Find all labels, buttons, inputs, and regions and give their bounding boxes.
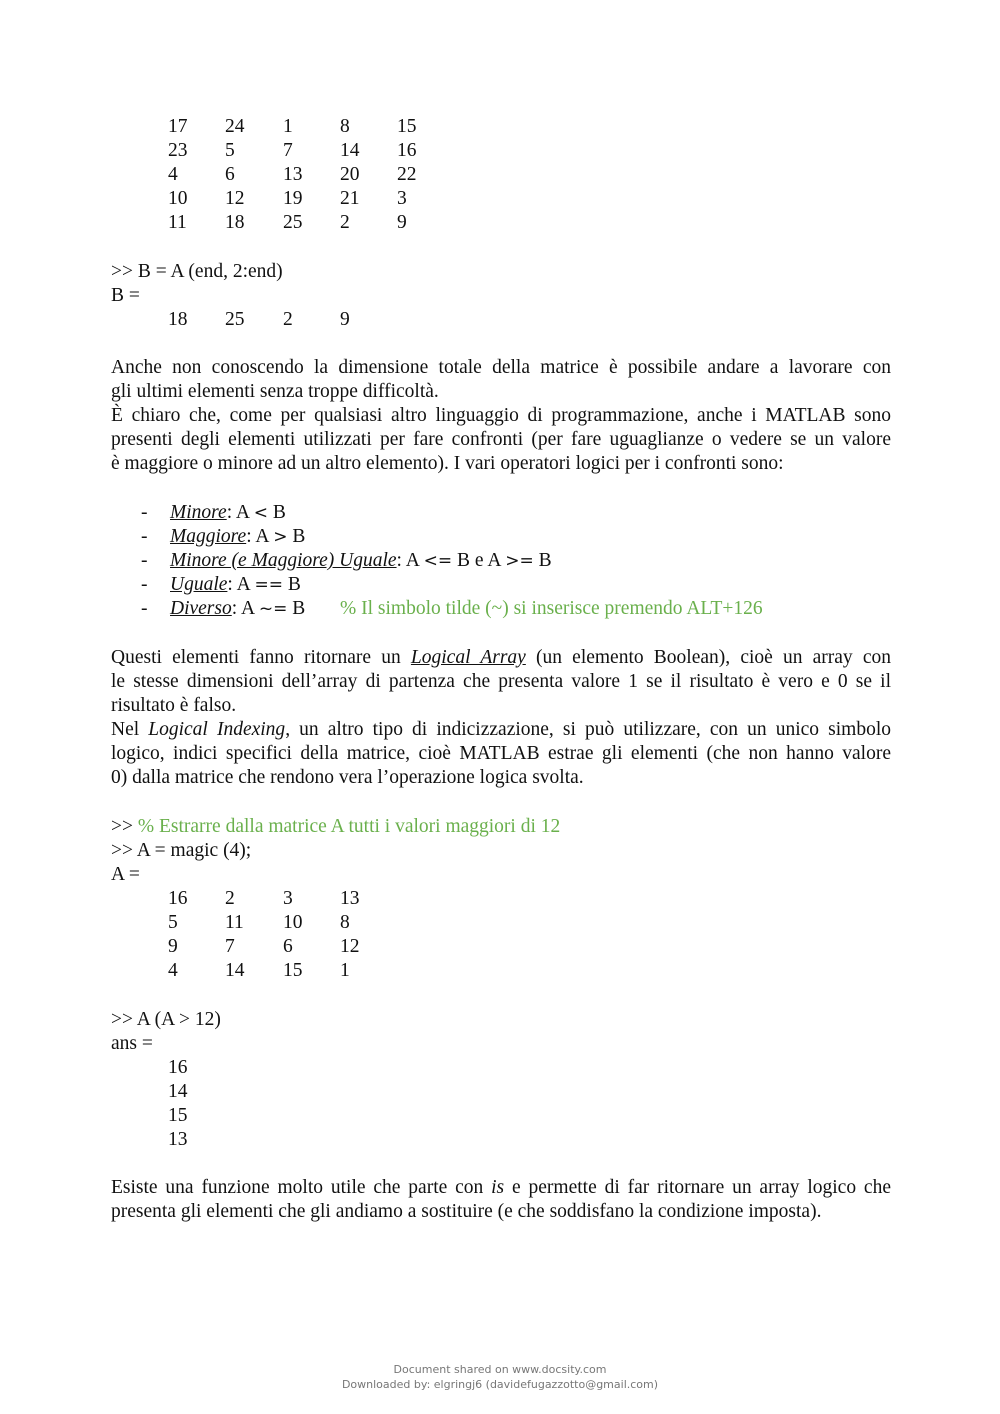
text-line: le stesse dimensioni dell’array di partenza che presenta valore 1 se il risultato è vero e 0 se il	[111, 671, 891, 692]
matrix-cell: 7	[283, 140, 293, 161]
matrix-cell: 18	[225, 212, 245, 233]
matrix-cell: 25	[225, 309, 245, 330]
matrix-cell: 9	[340, 309, 350, 330]
matrix-row	[111, 308, 891, 332]
operator-symbol: <	[253, 503, 269, 523]
matrix-cell: 10	[168, 188, 188, 209]
text-line: risultato è falso.	[111, 695, 237, 716]
matrix-cell: 5	[225, 140, 235, 161]
term-emphasis: Logical Indexing	[148, 719, 286, 740]
footer-downloaded-by: Downloaded by: elgringj6 (davidefugazzotto@gmail.com)	[341, 1378, 659, 1391]
matrix-cell: 2	[225, 888, 235, 909]
matrix-cell: 13	[340, 888, 360, 909]
footer-shared-on: Document shared on www.docsity.com	[393, 1363, 607, 1376]
text-line: 0) dalla matrice che rendono vera l’operazione logica svolta.	[111, 767, 584, 788]
list-bullet: -	[141, 598, 148, 619]
matrix-cell: 15	[283, 960, 303, 981]
matrix-row	[111, 211, 891, 235]
code-comment: % Estrarre dalla matrice A tutti i valori maggiori di 12	[137, 816, 561, 837]
matrix-row	[111, 115, 891, 139]
matrix-cell: 7	[225, 936, 235, 957]
text-line: Esiste una funzione molto utile che parte con is e permette di far ritornare un array logico che	[111, 1177, 891, 1198]
matrix-cell: 20	[340, 164, 360, 185]
matrix-cell: 18	[168, 309, 188, 330]
matrix-row	[111, 1056, 891, 1080]
list-item: - Minore (e Maggiore) Uguale: A <= B e A >= B	[141, 550, 552, 571]
term-emphasis: is	[491, 1177, 505, 1198]
matrix-cell: 4	[168, 960, 178, 981]
matrix-cell: 1	[283, 116, 293, 137]
matrix-cell: 23	[168, 140, 188, 161]
matrix-cell: 3	[283, 888, 293, 909]
matrix-row	[111, 1104, 891, 1128]
matrix-cell: 6	[225, 164, 235, 185]
matrix-cell: 4	[168, 164, 178, 185]
text-line: presenti degli elementi utilizzati per fare confronti (per fare uguaglianze o vedere se un valore	[111, 429, 891, 450]
matrix-cell: 1	[340, 960, 350, 981]
matrix-cell: 22	[397, 164, 417, 185]
matrix-cell: 13	[168, 1129, 188, 1150]
text-line: gli ultimi elementi senza troppe difficoltà.	[111, 381, 439, 402]
matrix-row	[111, 187, 891, 211]
matrix-cell: 15	[397, 116, 417, 137]
code-comment-line: >> % Estrarre dalla matrice A tutti i valori maggiori di 12	[111, 816, 561, 837]
matrix-cell: 11	[168, 212, 187, 233]
list-bullet: -	[141, 550, 148, 571]
matrix-cell: 21	[340, 188, 360, 209]
matrix-row	[111, 959, 891, 983]
text-line: presenta gli elementi che gli andiamo a sostituire (e che soddisfano la condizione imposta).	[111, 1201, 822, 1222]
matrix-cell: 17	[168, 116, 188, 137]
matrix-cell: 24	[225, 116, 245, 137]
list-bullet: -	[141, 502, 148, 523]
matrix-cell: 11	[225, 912, 244, 933]
matrix-cell: 9	[397, 212, 407, 233]
matrix-row	[111, 139, 891, 163]
code-comment: % Il simbolo tilde (~) si inserisce premendo ALT+126	[340, 598, 763, 619]
operator-name: Uguale	[170, 574, 228, 595]
matrix-row	[111, 887, 891, 911]
matrix-cell: 14	[168, 1081, 188, 1102]
matrix-cell: 25	[283, 212, 303, 233]
code-output-label: B =	[111, 285, 140, 306]
operator-name: Minore (e Maggiore) Uguale	[170, 550, 397, 571]
matrix-cell: 5	[168, 912, 178, 933]
operator-symbol: >=	[505, 551, 534, 571]
code-command: >> A = magic (4);	[111, 840, 252, 861]
operator-symbol: <=	[423, 551, 453, 571]
matrix-cell: 2	[340, 212, 350, 233]
matrix-cell: 2	[283, 309, 293, 330]
matrix-cell: 3	[397, 188, 407, 209]
code-output-label: A =	[111, 864, 140, 885]
matrix-cell: 14	[340, 140, 360, 161]
matrix-row	[111, 935, 891, 959]
term-emphasis: Logical Array	[410, 647, 526, 668]
text-line: Anche non conoscendo la dimensione totale della matrice è possibile andare a lavorare con	[111, 357, 891, 378]
matrix-row	[111, 163, 891, 187]
matrix-row	[111, 911, 891, 935]
text-line: È chiaro che, come per qualsiasi altro linguaggio di programmazione, anche i MATLAB sono	[111, 405, 891, 426]
operator-symbol: ==	[254, 575, 284, 595]
operator-symbol: >	[273, 527, 288, 547]
matrix-cell: 12	[225, 188, 245, 209]
text-line: Questi elementi fanno ritornare un Logical Array (un elemento Boolean), cioè un array con	[111, 647, 892, 668]
list-bullet: -	[141, 526, 148, 547]
matrix-cell: 19	[283, 188, 303, 209]
matrix-cell: 15	[168, 1105, 188, 1126]
operator-name: Diverso	[170, 598, 232, 619]
matrix-cell: 12	[340, 936, 360, 957]
text-line: è maggiore o minore ad un altro elemento). I vari operatori logici per i confronti sono:	[111, 453, 784, 474]
matrix-cell: 8	[340, 912, 350, 933]
matrix-cell: 16	[168, 1057, 188, 1078]
text-line: Nel Logical Indexing, un altro tipo di indicizzazione, si può utilizzare, con un unico simbolo	[111, 719, 892, 740]
code-command: >> B = A (end, 2:end)	[111, 261, 283, 282]
list-item: - Maggiore: A > B	[141, 526, 306, 547]
operator-name: Minore	[170, 502, 227, 523]
list-item: - Minore: A < B	[141, 502, 286, 523]
operator-symbol: ~=	[258, 599, 288, 619]
matrix-cell: 16	[168, 888, 188, 909]
list-bullet: -	[141, 574, 148, 595]
matrix-cell: 6	[283, 936, 293, 957]
operator-name: Maggiore	[170, 526, 247, 547]
matrix-cell: 16	[397, 140, 417, 161]
text-line: logico, indici specifici della matrice, cioè MATLAB estrae gli elementi (che non hanno valore	[111, 743, 891, 764]
matrix-cell: 10	[283, 912, 303, 933]
matrix-cell: 9	[168, 936, 178, 957]
matrix-cell: 13	[283, 164, 303, 185]
matrix-cell: 8	[340, 116, 350, 137]
code-command: >> A (A > 12)	[111, 1009, 221, 1030]
code-output-label: ans =	[111, 1033, 153, 1054]
list-item: - Uguale: A == B	[141, 574, 301, 595]
matrix-row	[111, 1080, 891, 1104]
list-item: - Diverso: A ~= B % Il simbolo tilde (~) si inserisce premendo ALT+126	[141, 598, 763, 619]
matrix-cell: 14	[225, 960, 245, 981]
matrix-row	[111, 1128, 891, 1152]
